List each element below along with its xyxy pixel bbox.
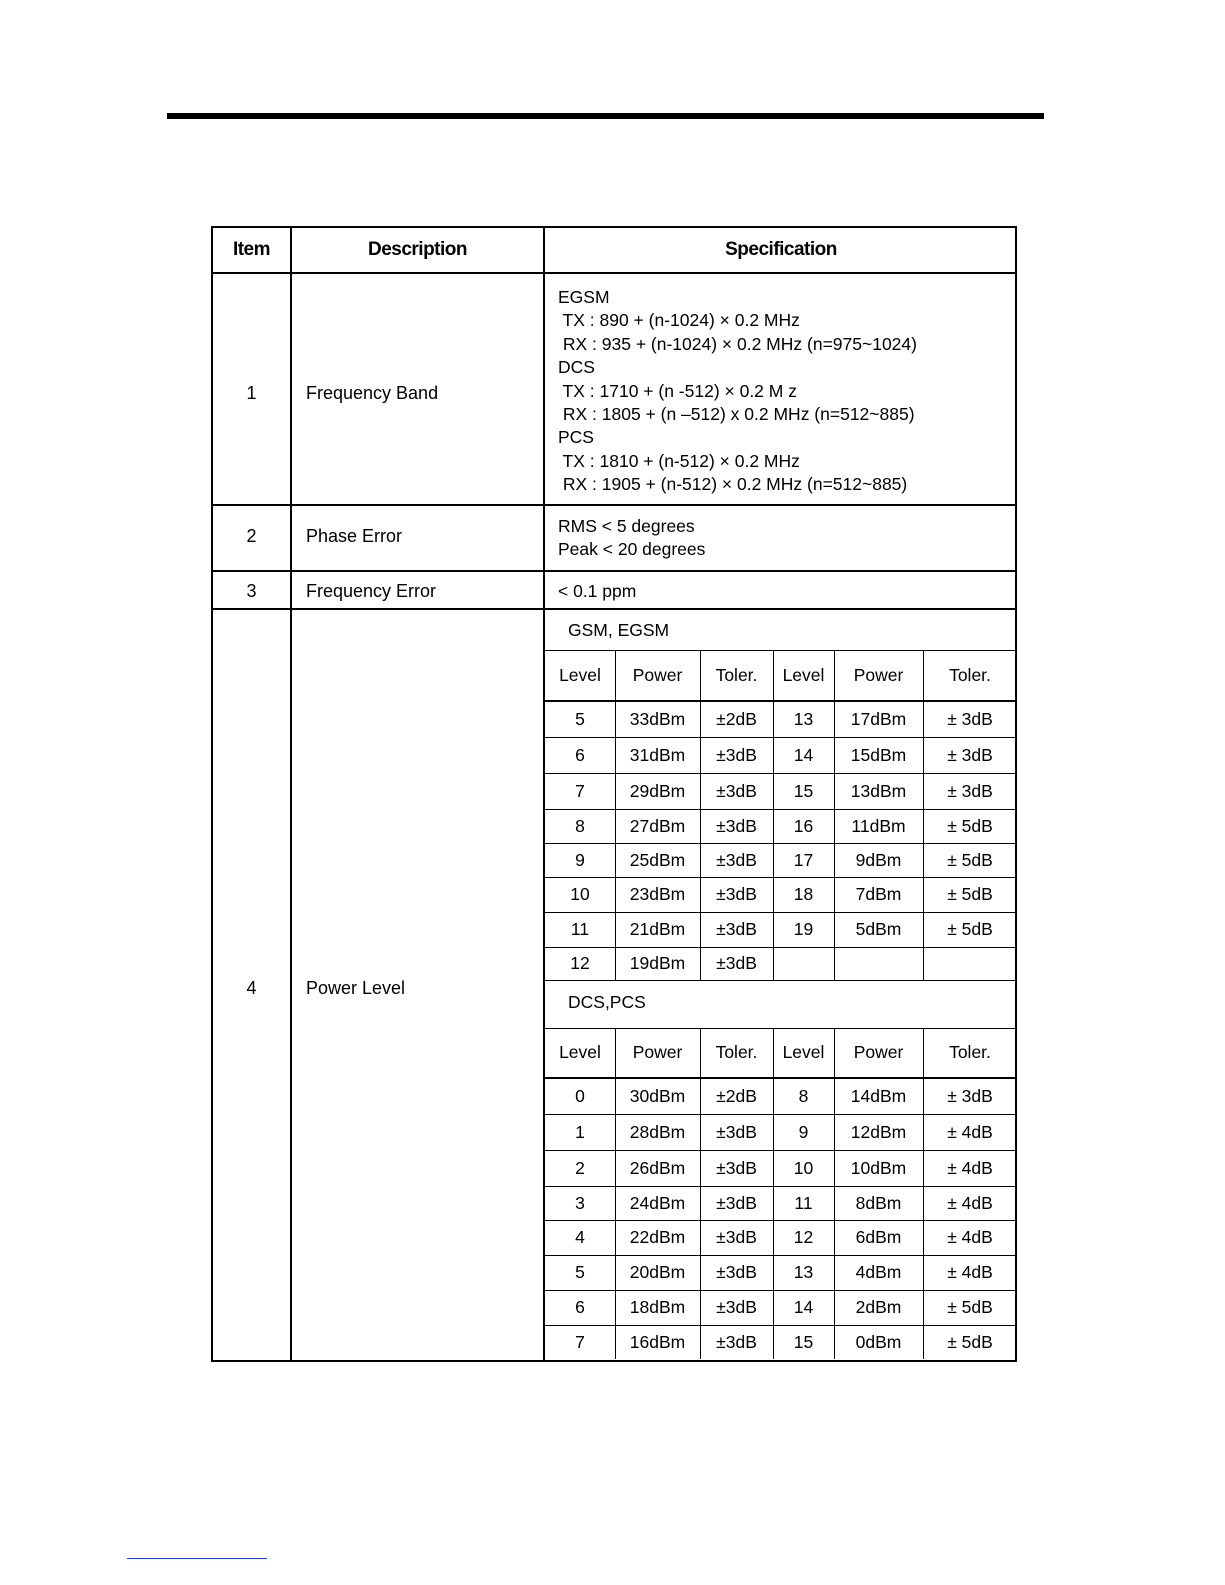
spec-line: TX : 890 + (n-1024) × 0.2 MHz xyxy=(558,310,800,331)
column-divider xyxy=(615,1028,616,1359)
dcs-table-cell: 18dBm xyxy=(629,1297,686,1317)
dcs-table-cell: ±2dB xyxy=(716,1086,757,1106)
gsm-table-cell: 25dBm xyxy=(629,849,686,870)
row-1-item: 1 xyxy=(246,383,257,403)
gsm-table-cell: ±3dB xyxy=(716,744,757,765)
spec-line: TX : 1710 + (n -512) × 0.2 M z xyxy=(558,380,797,401)
dcs-table-cell: ± 4dB xyxy=(947,1157,993,1178)
gsm-table-cell: 33dBm xyxy=(629,709,686,729)
dcs-table-cell: 1 xyxy=(575,1121,585,1142)
row-4-description: Power Level xyxy=(306,978,406,998)
column-divider xyxy=(700,650,701,980)
dcs-table-cell: 0 xyxy=(575,1086,585,1106)
dcs-table-cell: ±3dB xyxy=(716,1331,757,1352)
gsm-table-cell: 19 xyxy=(793,919,814,939)
spec-line: PCS xyxy=(558,427,594,448)
gsm-table-cell: ±3dB xyxy=(716,815,757,836)
dcs-table-cell: 6 xyxy=(575,1297,585,1317)
dcs-table-cell: 14 xyxy=(793,1297,814,1317)
spec-line: RMS < 5 degrees xyxy=(558,516,695,536)
column-divider xyxy=(615,650,616,980)
dcs-table-cell: ±3dB xyxy=(716,1227,757,1247)
row-1-description: Frequency Band xyxy=(306,383,439,403)
dcs-table-cell: ± 5dB xyxy=(947,1331,993,1352)
gsm-table-cell: ±3dB xyxy=(716,780,757,801)
dcs-table-cell: 4 xyxy=(575,1227,585,1247)
header-item: Item xyxy=(232,239,271,260)
gsm-table-cell: ±3dB xyxy=(716,919,757,939)
gsm-table-cell: ± 5dB xyxy=(947,884,993,904)
spec-line: RX : 935 + (n-1024) × 0.2 MHz (n=975~1024) xyxy=(558,333,917,354)
dcs-table-cell: 10dBm xyxy=(850,1157,907,1178)
dcs-table-cell: 2dBm xyxy=(855,1297,902,1317)
gsm-table-cell: 17 xyxy=(793,849,814,870)
row-divider xyxy=(545,980,1017,981)
gsm-column-header: Power xyxy=(632,664,683,685)
gsm-table-cell: 17dBm xyxy=(850,709,907,729)
column-divider xyxy=(290,228,292,1360)
gsm-table-cell: 29dBm xyxy=(629,780,686,801)
gsm-title: GSM, EGSM xyxy=(568,620,670,640)
dcs-table-cell: ± 5dB xyxy=(947,1297,993,1317)
gsm-table-cell: 15dBm xyxy=(850,744,907,765)
dcs-table-cell: 11 xyxy=(794,1192,813,1213)
dcs-table-cell: ±3dB xyxy=(716,1157,757,1178)
dcs-table-cell: 8 xyxy=(798,1086,809,1106)
dcs-column-header: Level xyxy=(559,1042,601,1062)
gsm-table-cell: 13 xyxy=(793,709,814,729)
gsm-table-cell: 5 xyxy=(575,709,585,729)
gsm-table-cell: ± 3dB xyxy=(947,780,993,801)
footer-link-underline xyxy=(127,1558,267,1559)
dcs-column-header: Toler. xyxy=(949,1042,991,1062)
dcs-table-cell: 20dBm xyxy=(629,1262,686,1282)
gsm-table-cell: ± 3dB xyxy=(947,709,993,729)
column-divider xyxy=(834,1028,835,1359)
row-3-item: 3 xyxy=(246,581,257,601)
gsm-table-cell: ±3dB xyxy=(716,849,757,870)
gsm-column-header: Level xyxy=(782,664,825,685)
row-divider xyxy=(213,608,1015,610)
row-divider xyxy=(213,570,1015,572)
column-divider xyxy=(773,1028,774,1359)
column-divider xyxy=(923,650,924,980)
dcs-table-cell: 7 xyxy=(575,1331,585,1352)
dcs-table-cell: 14dBm xyxy=(850,1086,907,1106)
gsm-table-cell: ± 5dB xyxy=(947,849,993,870)
gsm-table-cell: ±3dB xyxy=(716,953,757,973)
gsm-table-cell: 7 xyxy=(575,780,585,801)
dcs-table-cell: 22dBm xyxy=(629,1227,686,1247)
gsm-table-cell: 31dBm xyxy=(629,744,686,765)
gsm-table-cell: 7dBm xyxy=(855,884,902,904)
dcs-table-cell: 28dBm xyxy=(629,1121,686,1142)
header-description: Description xyxy=(367,239,468,260)
gsm-table-cell: ±2dB xyxy=(716,709,757,729)
row-3-description: Frequency Error xyxy=(306,581,437,601)
spec-line: DCS xyxy=(558,357,595,378)
row-divider xyxy=(213,272,1015,274)
dcs-table-cell: 0dBm xyxy=(855,1331,902,1352)
spec-line: EGSM xyxy=(558,287,610,307)
dcs-table-cell: 12 xyxy=(793,1227,814,1247)
dcs-table-cell: 24dBm xyxy=(629,1192,686,1213)
dcs-table-cell: ± 3dB xyxy=(947,1086,993,1106)
gsm-table-cell xyxy=(923,947,1017,980)
gsm-table-cell: 15 xyxy=(793,780,814,801)
row-2-description: Phase Error xyxy=(306,526,403,546)
gsm-column-header: Toler. xyxy=(715,664,758,685)
dcs-table-cell: 5 xyxy=(575,1262,585,1282)
dcs-table-cell: 12dBm xyxy=(850,1121,907,1142)
dcs-column-header: Power xyxy=(853,1042,904,1062)
gsm-table-cell: 9dBm xyxy=(855,849,902,870)
row-2-item: 2 xyxy=(246,526,257,546)
gsm-table-cell: ±3dB xyxy=(716,884,757,904)
spec-line: < 0.1 ppm xyxy=(558,581,637,601)
gsm-column-header: Power xyxy=(853,664,904,685)
gsm-table-cell: ± 5dB xyxy=(947,919,993,939)
dcs-table-cell: ± 4dB xyxy=(947,1121,993,1142)
dcs-column-header: Toler. xyxy=(715,1042,758,1062)
dcs-table-cell: ± 4dB xyxy=(947,1262,993,1282)
gsm-table-cell: 18 xyxy=(793,884,814,904)
dcs-table-cell: ±3dB xyxy=(716,1192,757,1213)
dcs-table-cell: ± 4dB xyxy=(947,1227,993,1247)
dcs-table-cell: 30dBm xyxy=(629,1086,686,1106)
gsm-table-cell: 11 xyxy=(570,919,590,939)
row-divider xyxy=(213,504,1015,506)
column-divider xyxy=(773,650,774,980)
dcs-table-cell: 26dBm xyxy=(629,1157,686,1178)
dcs-table-cell: ±3dB xyxy=(716,1121,757,1142)
dcs-column-header: Power xyxy=(632,1042,683,1062)
spec-line: RX : 1905 + (n-512) × 0.2 MHz (n=512~885) xyxy=(558,474,908,495)
dcs-table-cell: 8dBm xyxy=(855,1192,902,1213)
gsm-table-cell: 13dBm xyxy=(850,780,907,801)
gsm-table-cell: 21dBm xyxy=(629,919,686,939)
row-4-item: 4 xyxy=(246,978,257,998)
row-3-specification xyxy=(558,580,636,603)
gsm-table-cell: 16 xyxy=(793,815,814,836)
dcs-column-header: Level xyxy=(782,1042,825,1062)
gsm-table-cell: 19dBm xyxy=(629,953,686,973)
gsm-table-cell: 9 xyxy=(575,849,585,870)
dcs-table-cell: ±3dB xyxy=(716,1297,757,1317)
dcs-table-cell: 4dBm xyxy=(855,1262,902,1282)
gsm-table-cell: 27dBm xyxy=(629,815,686,836)
top-rule xyxy=(167,113,1044,119)
gsm-table-cell: 10 xyxy=(570,884,590,904)
dcs-table-cell: ±3dB xyxy=(716,1262,757,1282)
dcs-table-cell: 10 xyxy=(793,1157,814,1178)
gsm-table-cell: 11dBm xyxy=(851,815,906,836)
spec-line: RX : 1805 + (n –512) x 0.2 MHz (n=512~885) xyxy=(558,404,915,425)
dcs-table-cell: 2 xyxy=(575,1157,585,1178)
header-specification: Specification xyxy=(725,239,837,260)
gsm-table-cell: 6 xyxy=(575,744,585,765)
dcs-table-cell: ± 4dB xyxy=(947,1192,993,1213)
gsm-column-header: Toler. xyxy=(949,664,991,685)
spec-line: Peak < 20 degrees xyxy=(558,539,706,560)
gsm-column-header: Level xyxy=(559,664,601,685)
gsm-table-cell xyxy=(834,947,923,980)
dcs-table-cell: 13 xyxy=(793,1262,814,1282)
dcs-title: DCS,PCS xyxy=(568,992,646,1012)
dcs-table-cell: 6dBm xyxy=(855,1227,902,1247)
column-divider xyxy=(923,1028,924,1359)
column-divider xyxy=(700,1028,701,1359)
gsm-table-cell: ± 3dB xyxy=(947,744,993,765)
spec-table xyxy=(211,226,1017,1362)
gsm-table-cell: ± 5dB xyxy=(947,815,993,836)
gsm-table-cell xyxy=(773,947,834,980)
row-2-specification xyxy=(558,515,705,562)
gsm-table-cell: 8 xyxy=(575,815,585,836)
gsm-table-cell: 12 xyxy=(570,953,590,973)
dcs-table-cell: 3 xyxy=(575,1192,585,1213)
dcs-table-cell: 9 xyxy=(798,1121,809,1142)
dcs-table-cell: 15 xyxy=(793,1331,814,1352)
gsm-table-cell: 14 xyxy=(793,744,814,765)
gsm-table-cell: 5dBm xyxy=(855,919,902,939)
spec-line: TX : 1810 + (n-512) × 0.2 MHz xyxy=(558,450,800,471)
gsm-table-cell: 23dBm xyxy=(629,884,686,904)
row-1-specification xyxy=(558,286,917,497)
column-divider xyxy=(834,650,835,980)
dcs-table-cell: 16dBm xyxy=(629,1331,686,1352)
